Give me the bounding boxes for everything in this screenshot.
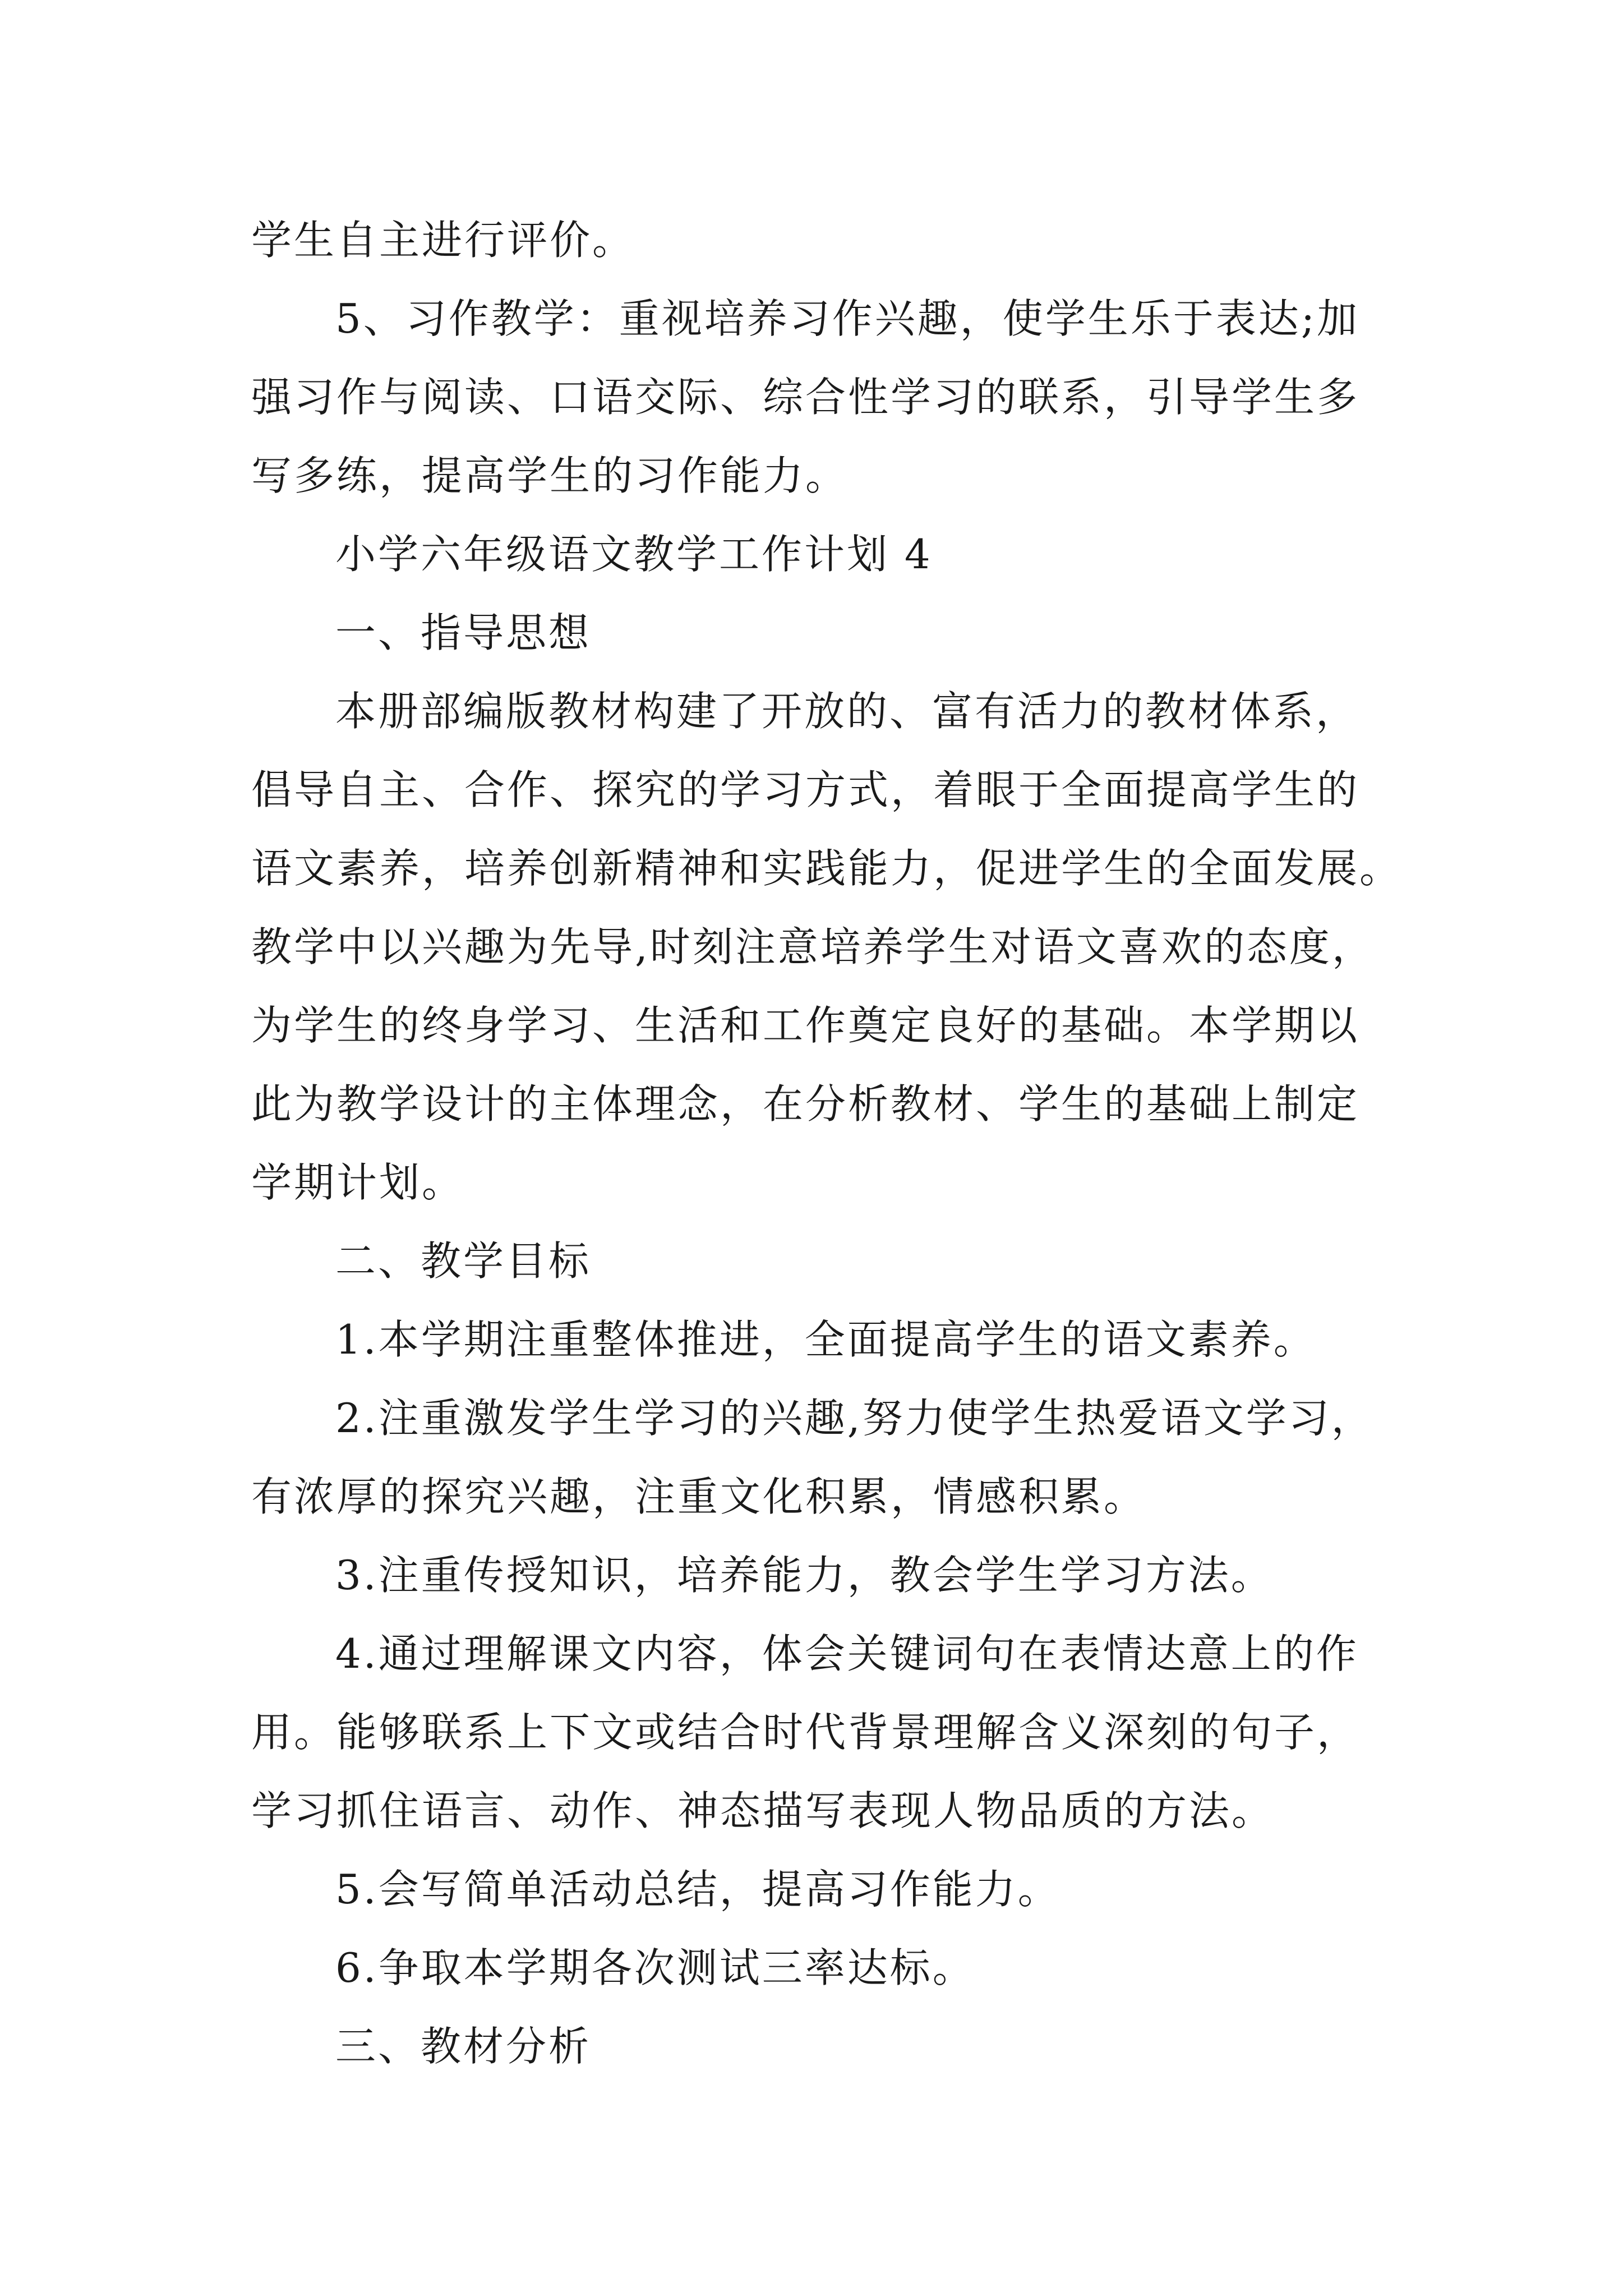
text-line: 学生自主进行评价。 bbox=[251, 217, 635, 264]
document-body bbox=[251, 201, 1403, 2086]
section-heading: 三、教材分析 bbox=[335, 2023, 592, 2070]
text-line: 2.注重激发学生学习的兴趣,努力使学生热爱语文学习， bbox=[335, 1395, 1374, 1442]
text-line: 写多练，提高学生的习作能力。 bbox=[251, 452, 849, 499]
text-line: 语文素养，培养创新精神和实践能力，促进学生的全面发展。 bbox=[251, 845, 1403, 892]
text-line: 学期计划。 bbox=[251, 1159, 465, 1206]
text-line: 倡导自主、合作、探究的学习方式，着眼于全面提高学生的 bbox=[251, 766, 1360, 813]
text-line: 3.注重传授知识，培养能力，教会学生学习方法。 bbox=[335, 1552, 1274, 1599]
text-line: 此为教学设计的主体理念，在分析教材、学生的基础上制定 bbox=[251, 1080, 1360, 1128]
text-line: 为学生的终身学习、生活和工作奠定良好的基础。本学期以 bbox=[251, 1002, 1360, 1049]
text-line: 4.通过理解课文内容，体会关键词句在表情达意上的作 bbox=[335, 1630, 1359, 1677]
text-line: 6.争取本学期各次测试三率达标。 bbox=[335, 1944, 975, 1991]
text-line: 教学中以兴趣为先导,时刻注意培养学生对语文喜欢的态度， bbox=[251, 923, 1375, 970]
section-title: 小学六年级语文教学工作计划 4 bbox=[335, 531, 933, 578]
text-line: 学习抓住语言、动作、神态描写表现人物品质的方法。 bbox=[251, 1787, 1275, 1834]
text-line: 1.本学期注重整体推进，全面提高学生的语文素养。 bbox=[335, 1316, 1316, 1363]
text-line: 5、习作教学：重视培养习作兴趣，使学生乐于表达;加 bbox=[335, 295, 1360, 342]
section-heading: 一、指导思想 bbox=[335, 609, 592, 656]
text-line: 本册部编版教材构建了开放的、富有活力的教材体系， bbox=[335, 688, 1359, 735]
text-line: 用。能够联系上下文或结合时代背景理解含义深刻的句子， bbox=[251, 1709, 1360, 1756]
text-line: 5.会写简单活动总结，提高习作能力。 bbox=[335, 1866, 1061, 1913]
section-heading: 二、教学目标 bbox=[335, 1237, 592, 1285]
text-line: 强习作与阅读、口语交际、综合性学习的联系，引导学生多 bbox=[251, 374, 1360, 421]
text-line: 有浓厚的探究兴趣，注重文化积累，情感积累。 bbox=[251, 1473, 1147, 1520]
